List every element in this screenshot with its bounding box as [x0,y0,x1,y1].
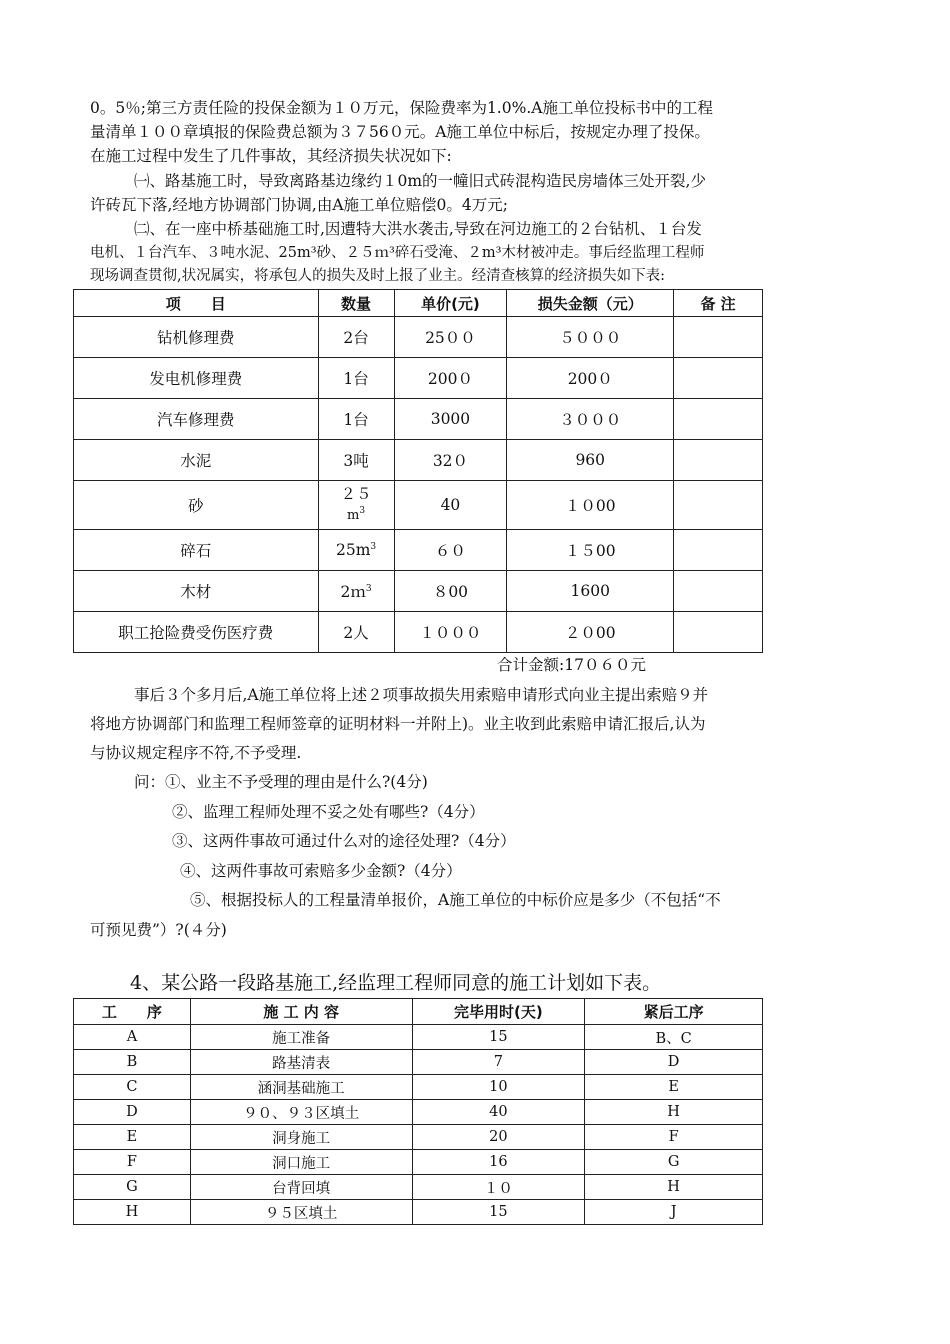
claim-line-2: 将地方协调部门和监理工程师签章的证明材料一并附上)。业主收到此索赔申请汇报后,认为 [90,715,706,733]
table-row [74,440,763,481]
table-row [74,358,763,399]
table-row [74,530,763,571]
table-row [74,1050,763,1075]
cell-days: 20 [412,1125,585,1150]
cell-amount: 200０ [507,358,674,399]
cell-note [674,358,763,399]
cell-item: 木材 [74,571,319,612]
question-5-line-2: 可预见费”）?(４分) [90,921,227,939]
cell-days: 40 [412,1100,585,1125]
table-row [74,1150,763,1175]
question-2: ②、监理工程师处理不妥之处有哪些?（4分） [172,803,485,821]
table-row [74,1125,763,1150]
cell-amount: 960 [507,440,674,481]
cell-next: B、C [585,1025,763,1050]
question-4: ④、这两件事故可索赔多少金额?（4分） [180,862,462,880]
cell-qty: 2人 [318,612,394,653]
construction-plan-table [73,998,763,1225]
plan-table-header [74,999,763,1025]
cell-item: 汽车修理费 [74,399,319,440]
event1-line-1: ㈠、路基施工时，导致离路基边缘约１0m的一幢旧式砖混构造民房墙体三处开裂,少 [134,172,706,190]
cell-step: D [74,1100,191,1125]
loss-table [73,289,763,653]
loss-table-header [74,290,763,317]
section-4-heading: 4、某公路一段路基施工,经监理工程师同意的施工计划如下表。 [130,972,662,994]
question-1: 问：①、业主不予受理的理由是什么?(4分) [134,773,428,791]
cell-item: 职工抢险费受伤医疗费 [74,612,319,653]
cell-qty-sup: 3 [370,541,377,552]
cell-note [674,399,763,440]
cell-content: 洞身施工 [190,1125,412,1150]
cell-item: 水泥 [74,440,319,481]
question-3: ③、这两件事故可通过什么对的途径处理?（4分） [172,832,516,850]
intro-line-3: 在施工过程中发生了几件事故，其经济损失状况如下: [90,147,452,165]
cell-amount: ２０00 [507,612,674,653]
cell-qty-sup: 3 [365,583,372,594]
cell-days: 7 [412,1050,585,1075]
cell-note [674,317,763,358]
cell-note [674,440,763,481]
cell-days: 16 [412,1150,585,1175]
cell-qty-value: 2ｍ [340,583,366,601]
cell-content: 台背回填 [190,1175,412,1200]
cell-next: G [585,1150,763,1175]
claim-line-1: 事后３个多月后,A施工单位将上述２项事故损失用索赔申请形式向业主提出索赔９并 [134,686,709,704]
header-note: 备 注 [674,290,763,317]
cell-content: 施工准备 [190,1025,412,1050]
cell-qty-line1: ２５ [340,485,372,503]
table-row [74,1175,763,1200]
cell-price: ６０ [394,530,507,571]
header-price: 单价(元) [394,290,507,317]
cell-qty [318,530,394,571]
cell-item: 砂 [74,481,319,530]
cell-content: 涵洞基础施工 [190,1075,412,1100]
cell-price: 40 [394,481,507,530]
intro-line-2: 量清单１００章填报的保险费总额为３７56０元。A施工单位中标后，按规定办理了投保。 [90,123,710,141]
table-row [74,1025,763,1050]
claim-line-3: 与协议规定程序不符,不予受理. [90,744,302,762]
loss-total: 合计金额:17０６０元 [497,656,646,674]
cell-days: １０ [412,1175,585,1200]
table-row [74,1100,763,1125]
cell-note [674,571,763,612]
header-next: 紧后工序 [585,999,763,1025]
cell-next: D [585,1050,763,1075]
intro-line-1: 0。5％;第三方责任险的投保金额为１０万元，保险费率为1.0%.A施工单位投标书中的工程 [90,99,713,117]
header-days: 完毕用时(天) [412,999,585,1025]
event2-line-1: ㈡、在一座中桥基础施工时,因遭特大洪水袭击,导致在河边施工的２台钻机、１台发 [134,220,702,238]
cell-step: F [74,1150,191,1175]
cell-price: 25００ [394,317,507,358]
table-row [74,571,763,612]
cell-qty: 1台 [318,399,394,440]
cell-qty-sup: 3 [359,505,366,516]
table-row [74,612,763,653]
cell-days: 10 [412,1075,585,1100]
cell-note [674,481,763,530]
cell-price: 200０ [394,358,507,399]
cell-step: E [74,1125,191,1150]
header-amount: 损失金额（元） [507,290,674,317]
header-qty: 数量 [318,290,394,317]
cell-content: ９０、９３区填土 [190,1100,412,1125]
cell-note [674,530,763,571]
header-content: 施 工 内 容 [190,999,412,1025]
cell-amount: １５00 [507,530,674,571]
cell-note [674,612,763,653]
cell-price: １０００ [394,612,507,653]
cell-days: 15 [412,1200,585,1225]
cell-next: E [585,1075,763,1100]
cell-amount: 1600 [507,571,674,612]
table-row [74,1200,763,1225]
cell-step: B [74,1050,191,1075]
table-row [74,1075,763,1100]
cell-step: C [74,1075,191,1100]
cell-qty-value: 25m [335,541,371,559]
cell-next: H [585,1100,763,1125]
cell-next: F [585,1125,763,1150]
cell-content: ９５区填土 [190,1200,412,1225]
cell-days: 15 [412,1025,585,1050]
cell-content: 洞口施工 [190,1150,412,1175]
header-step: 工 序 [74,999,191,1025]
cell-step: A [74,1025,191,1050]
cell-step: H [74,1200,191,1225]
cell-amount: ５０００ [507,317,674,358]
cell-amount: ３０００ [507,399,674,440]
table-row [74,481,763,530]
cell-step: G [74,1175,191,1200]
cell-item: 发电机修理费 [74,358,319,399]
cell-price: 32０ [394,440,507,481]
cell-qty: 3吨 [318,440,394,481]
table-row [74,399,763,440]
cell-amount: １０00 [507,481,674,530]
cell-item: 钻机修理费 [74,317,319,358]
event2-line-3: 现场调查贯彻,状况属实，将承包人的损失及时上报了业主。经清查核算的经济损失如下表: [90,268,665,284]
cell-price: 3000 [394,399,507,440]
cell-next: H [585,1175,763,1200]
cell-qty [318,571,394,612]
table-row [74,317,763,358]
question-5-line-1: ⑤、根据投标人的工程量清单报价，A施工单位的中标价应是多少（不包括“不 [190,891,721,909]
cell-next: J [585,1200,763,1225]
cell-qty: 2台 [318,317,394,358]
cell-qty [318,481,394,530]
cell-qty: 1台 [318,358,394,399]
cell-item: 碎石 [74,530,319,571]
cell-qty-unit: m [347,508,360,523]
header-item: 项 目 [74,290,319,317]
cell-content: 路基清表 [190,1050,412,1075]
event2-line-2: 电机、１台汽车、３吨水泥、25m³砂、２５ｍ³碎石受淹、２m³木材被冲走。事后经监理工程师 [90,245,705,261]
event1-line-2: 许砖瓦下落,经地方协调部门协调,由A施工单位赔偿0。4万元; [90,196,508,214]
cell-price: ８00 [394,571,507,612]
